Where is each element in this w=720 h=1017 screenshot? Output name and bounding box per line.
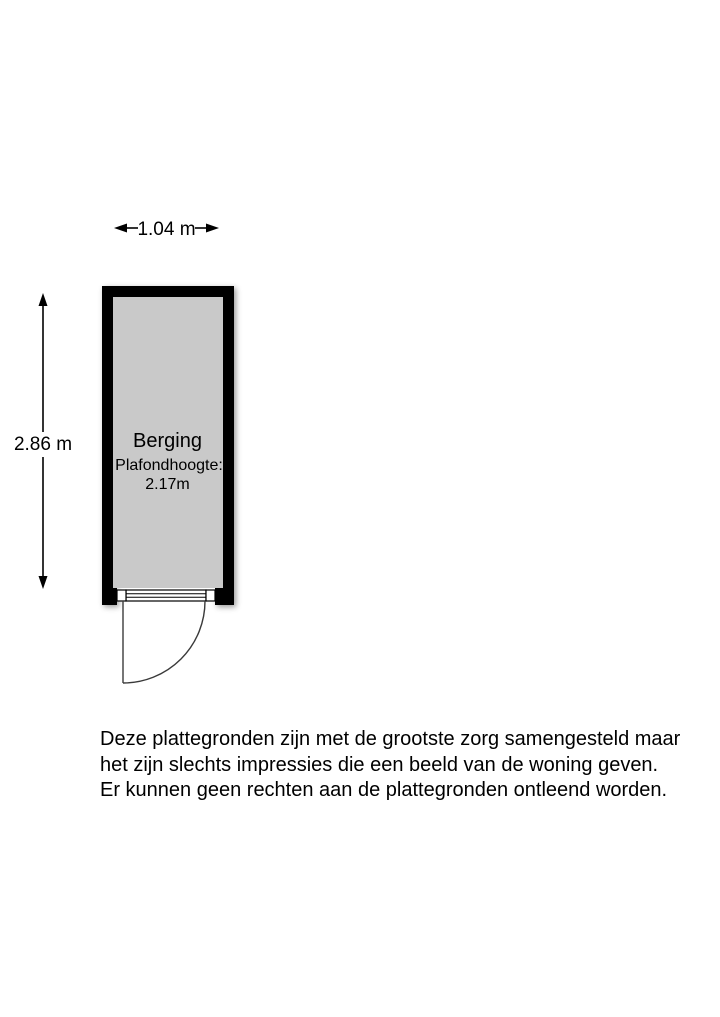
height-dimension — [14, 293, 72, 589]
threshold-band — [126, 590, 206, 601]
disclaimer-line: Er kunnen geen rechten aan de plattegronden ontleend worden. — [100, 779, 668, 801]
width-dimension — [114, 219, 219, 240]
ceiling-height-value: 2.17m — [145, 476, 190, 493]
door-arc — [123, 601, 205, 683]
arrow-right-icon — [206, 224, 219, 233]
room-berging — [102, 286, 234, 683]
disclaimer-line: het zijn slechts impressies die een beeld van de woning geven. — [100, 753, 659, 776]
door-swing — [123, 601, 205, 683]
ceiling-height-label: Plafondhoogte: — [115, 457, 223, 474]
arrow-down-icon — [39, 576, 48, 589]
disclaimer — [100, 727, 680, 804]
door-jamb-left — [117, 590, 126, 601]
door-jamb-right — [206, 590, 215, 601]
door-threshold — [117, 590, 215, 601]
width-dimension-label: 1.04 m — [137, 219, 196, 240]
disclaimer-line: Deze plattegronden zijn met de grootste zorg samengesteld maar — [100, 728, 681, 750]
room-name-label: Berging — [133, 430, 202, 452]
height-dimension-label: 2.86 m — [13, 434, 73, 455]
